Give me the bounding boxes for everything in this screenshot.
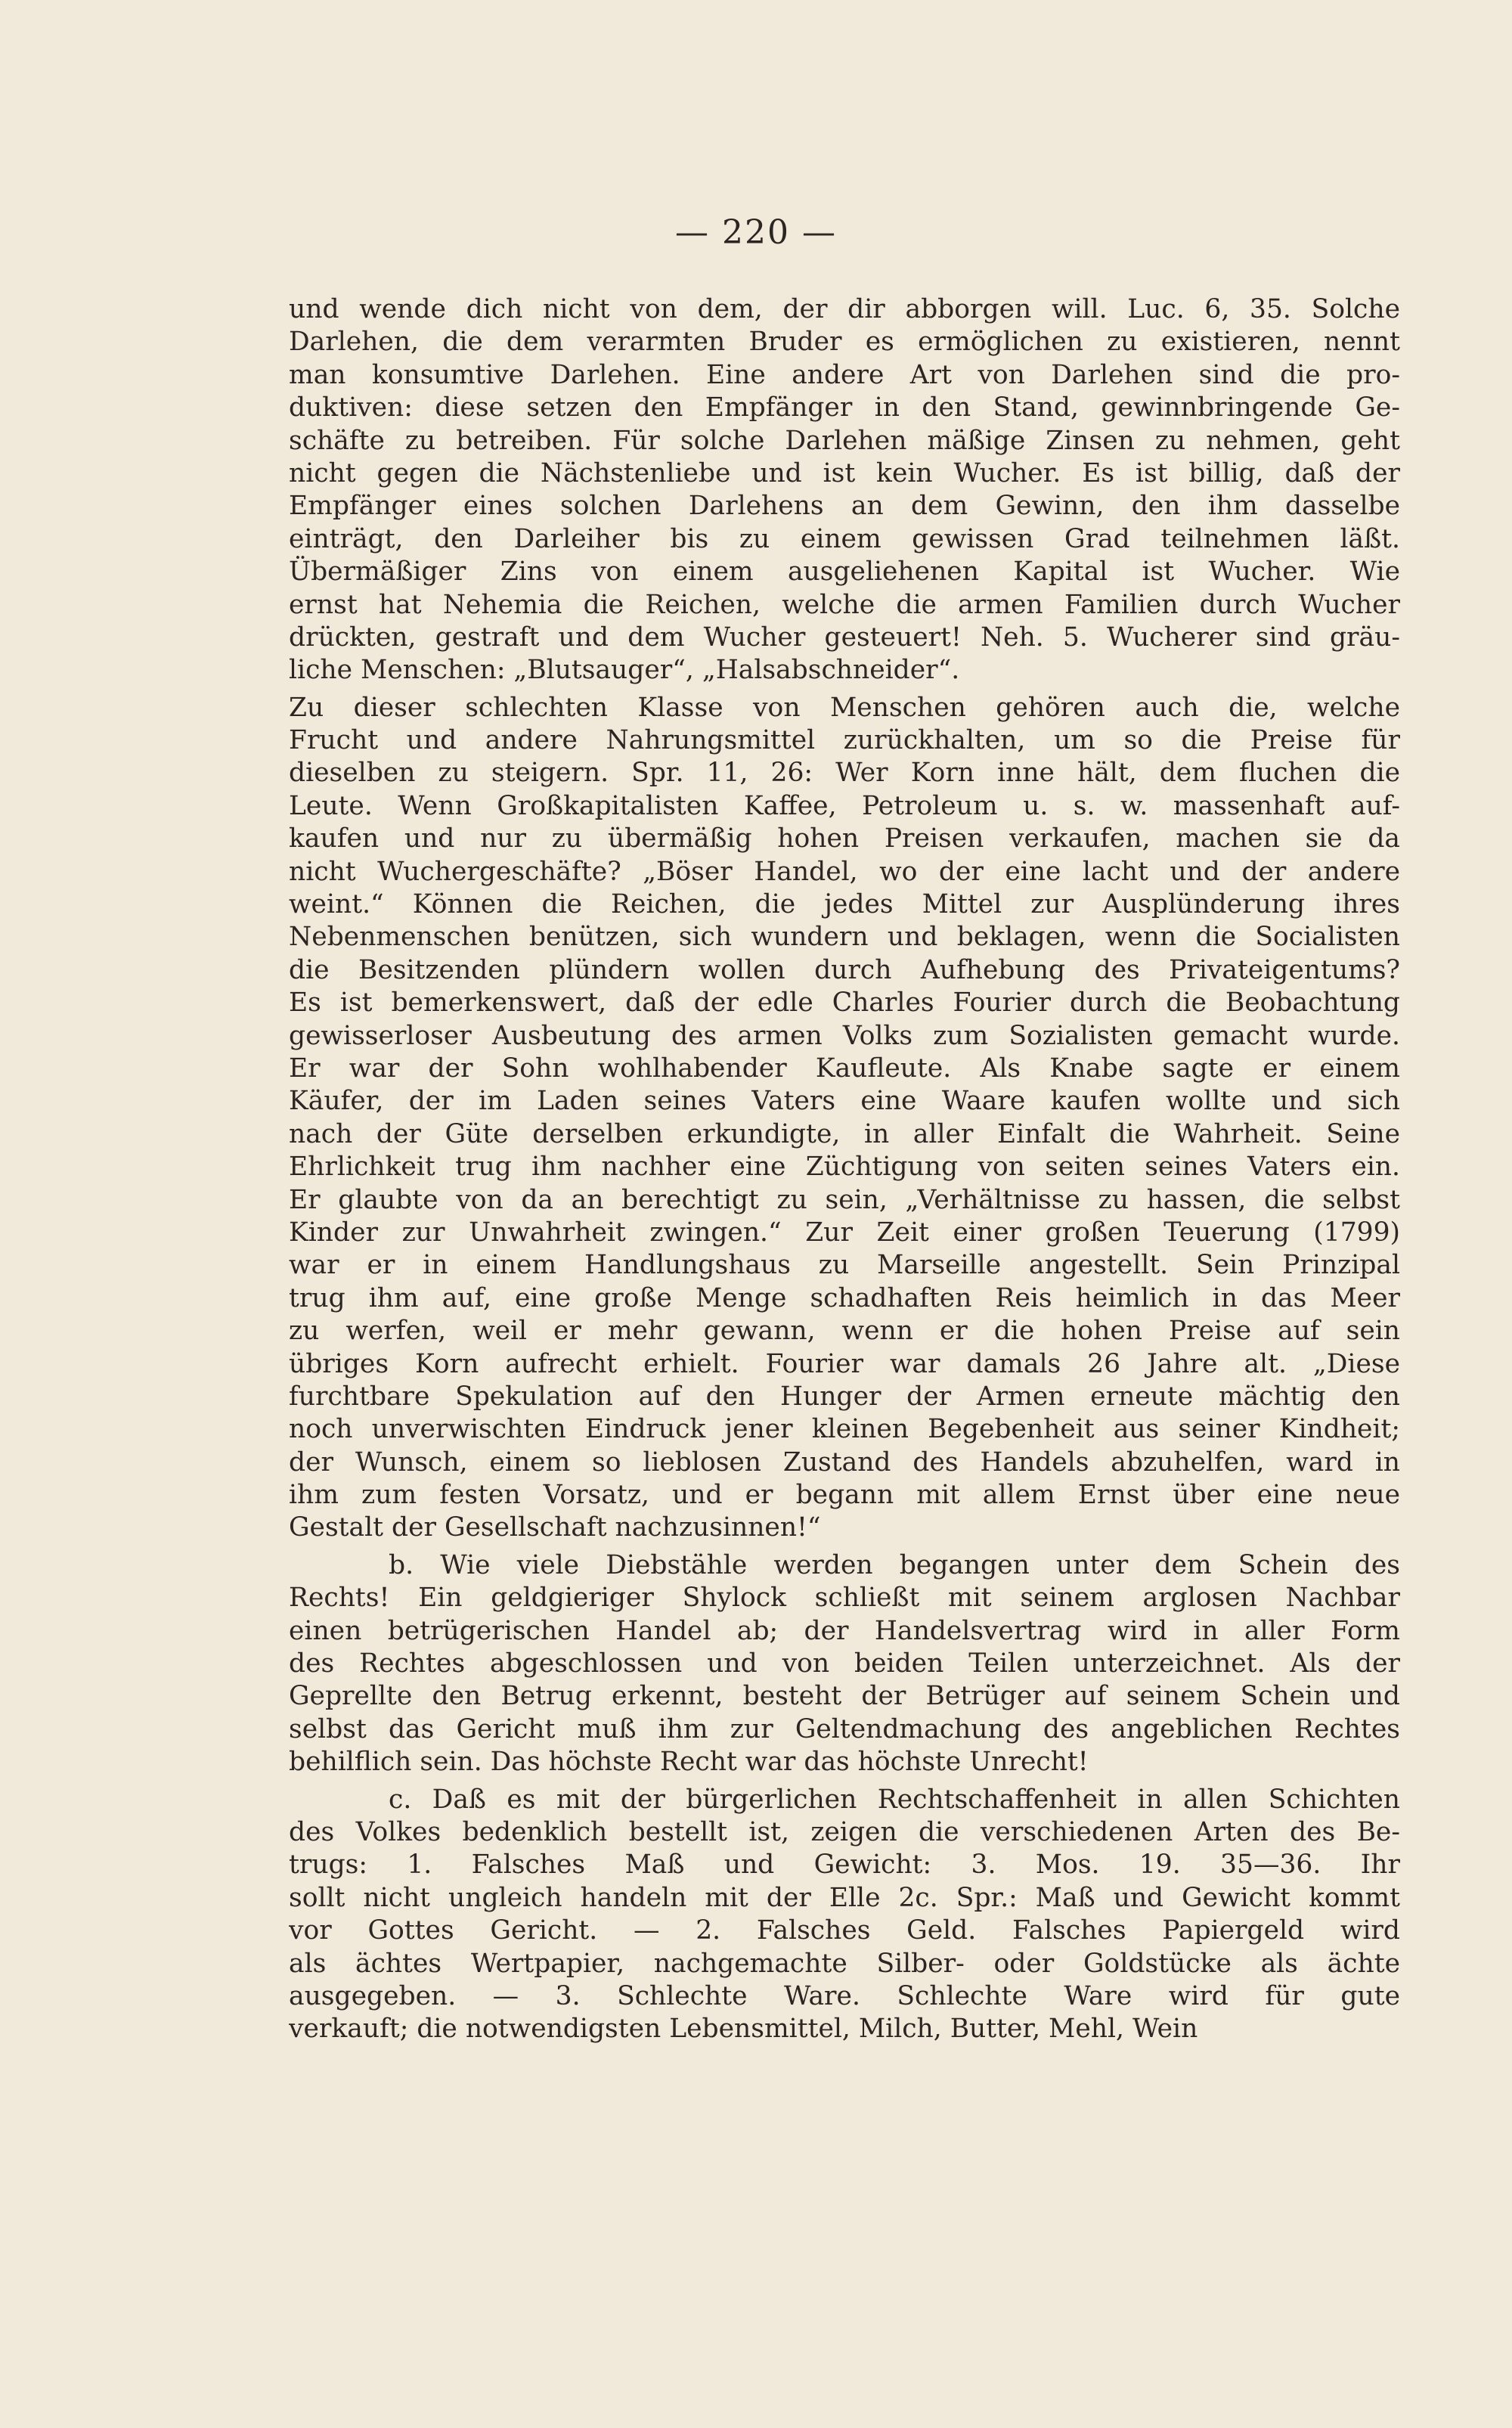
text-line: dieselben zu steigern. Spr. 11, 26: Wer Korn inne hält, dem fluchen die <box>289 758 1400 789</box>
text-line: Gestalt der Gesellschaft nachzusinnen!“ <box>289 1512 821 1543</box>
text-line: des Rechtes abgeschlossen und von beiden Teilen unterzeichnet. Als der <box>289 1648 1400 1679</box>
text-line: Es ist bemerkenswert, daß der edle Charles Fourier durch die Beobachtung <box>289 988 1400 1019</box>
text-line: Kinder zur Unwahrheit zwingen.“ Zur Zeit einer großen Teuerung (1799) <box>289 1217 1400 1248</box>
text-line: Ehrlichkeit trug ihm nachher eine Züchtigung von seiten seines Vaters ein. <box>289 1152 1400 1183</box>
text-line: ihm zum festen Vorsatz, und er begann mit allem Ernst über eine neue <box>289 1480 1400 1511</box>
text-line: Leute. Wenn Großkapitalisten Kaffee, Petroleum u. s. w. massenhaft auf- <box>289 790 1400 821</box>
text-line: Rechts! Ein geldgieriger Shylock schließt mit seinem arglosen Nachbar <box>289 1583 1400 1614</box>
text-line: die Besitzenden plündern wollen durch Aufhebung des Privateigentums? <box>289 954 1400 985</box>
body-text <box>289 293 1400 2046</box>
paragraph <box>289 1549 1400 1779</box>
text-line: ausgegeben. — 3. Schlechte Ware. Schlechte Ware wird für gute <box>289 1980 1400 2011</box>
text-line: vor Gottes Gericht. — 2. Falsches Geld. Falsches Papiergeld wird <box>289 1915 1400 1946</box>
text-line: Frucht und andere Nahrungsmittel zurückhalten, um so die Preise für <box>289 725 1400 756</box>
text-line: und wende dich nicht von dem, der dir abborgen will. Luc. 6, 35. Solche <box>289 294 1400 324</box>
text-line: des Volkes bedenklich bestellt ist, zeigen die verschiedenen Arten des Be- <box>289 1816 1400 1847</box>
text-line: Darlehen, die dem verarmten Bruder es ermöglichen zu existieren, nennt <box>289 327 1400 358</box>
text-line: man konsumtive Darlehen. Eine andere Art von Darlehen sind die pro- <box>289 359 1400 390</box>
text-line: übriges Korn aufrecht erhielt. Fourier war damals 26 Jahre alt. „Diese <box>289 1348 1400 1379</box>
text-line: noch unverwischten Eindruck jener kleinen Begebenheit aus seiner Kindheit; <box>289 1414 1400 1445</box>
text-line: nach der Güte derselben erkundigte, in aller Einfalt die Wahrheit. Seine <box>289 1118 1400 1149</box>
text-line: trugs: 1. Falsches Maß und Gewicht: 3. Mos. 19. 35—36. Ihr <box>289 1850 1400 1881</box>
text-line: selbst das Gericht muß ihm zur Geltendmachung des angeblichen Rechtes <box>289 1713 1400 1744</box>
text-line: Käufer, der im Laden seines Vaters eine Waare kaufen wollte und sich <box>289 1086 1400 1117</box>
text-line: der Wunsch, einem so lieblosen Zustand des Handels abzuhelfen, ward in <box>289 1447 1400 1478</box>
text-line: drückten, gestraft und dem Wucher gesteuert! Neh. 5. Wucherer sind gräu- <box>289 622 1400 653</box>
text-line: einträgt, den Darleiher bis zu einem gewissen Grad teilnehmen läßt. <box>289 523 1400 554</box>
text-line: ernst hat Nehemia die Reichen, welche die armen Familien durch Wucher <box>289 589 1400 620</box>
text-line: schäfte zu betreiben. Für solche Darlehen mäßige Zinsen zu nehmen, geht <box>289 425 1400 456</box>
text-line: Zu dieser schlechten Klasse von Menschen gehören auch die, welche <box>289 692 1400 723</box>
page-number: — 220 — <box>675 213 837 252</box>
text-line: gewisserloser Ausbeutung des armen Volks zum Sozialisten gemacht wurde. <box>289 1020 1400 1051</box>
text-line: weint.“ Können die Reichen, die jedes Mittel zur Ausplünderung ihres <box>289 889 1400 920</box>
paragraph <box>289 293 1400 687</box>
text-line: sollt nicht ungleich handeln mit der Elle 2c. Spr.: Maß und Gewicht kommt <box>289 1882 1400 1913</box>
text-line: zu werfen, weil er mehr gewann, wenn er die hohen Preise auf sein <box>289 1316 1400 1347</box>
text-line: Er glaubte von da an berechtigt zu sein, „Verhältnisse zu hassen, die selbst <box>289 1184 1400 1215</box>
text-line: verkauft; die notwendigsten Lebensmittel, Milch, Butter, Mehl, Wein <box>289 2014 1198 2045</box>
text-line: Übermäßiger Zins von einem ausgeliehenen Kapital ist Wucher. Wie <box>289 557 1400 588</box>
text-line: duktiven: diese setzen den Empfänger in den Stand, gewinnbringende Ge- <box>289 392 1400 423</box>
text-line: Empfänger eines solchen Darlehens an dem Gewinn, den ihm dasselbe <box>289 491 1400 522</box>
paragraph <box>289 692 1400 1545</box>
text-line: Er war der Sohn wohlhabender Kaufleute. Als Knabe sagte er einem <box>289 1053 1400 1084</box>
text-line: b. Wie viele Diebstähle werden begangen unter dem Schein des <box>389 1549 1400 1580</box>
text-line: einen betrügerischen Handel ab; der Handelsvertrag wird in aller Form <box>289 1615 1400 1646</box>
text-line: trug ihm auf, eine große Menge schadhaften Reis heimlich in das Meer <box>289 1282 1400 1313</box>
text-line: kaufen und nur zu übermäßig hohen Preisen verkaufen, machen sie da <box>289 823 1400 854</box>
text-line: behilflich sein. Das höchste Recht war das höchste Unrecht! <box>289 1747 1089 1778</box>
text-line: nicht gegen die Nächstenliebe und ist kein Wucher. Es ist billig, daß der <box>289 457 1400 488</box>
text-line: liche Menschen: „Blutsauger“, „Halsabschneider“. <box>289 655 960 686</box>
text-line: Nebenmenschen benützen, sich wundern und beklagen, wenn die Socialisten <box>289 922 1400 953</box>
text-line: nicht Wuchergeschäfte? „Böser Handel, wo der eine lacht und der andere <box>289 856 1400 887</box>
text-line: Geprellte den Betrug erkennt, besteht der Betrüger auf seinem Schein und <box>289 1681 1400 1712</box>
text-line: furchtbare Spekulation auf den Hunger der Armen erneute mächtig den <box>289 1381 1400 1412</box>
text-line: war er in einem Handlungshaus zu Marseille angestellt. Sein Prinzipal <box>289 1250 1400 1281</box>
text-line: als ächtes Wertpapier, nachgemachte Silber- oder Goldstücke als ächte <box>289 1948 1400 1979</box>
paragraph <box>289 1784 1400 2046</box>
text-line: c. Daß es mit der bürgerlichen Rechtschaffenheit in allen Schichten <box>389 1784 1400 1815</box>
